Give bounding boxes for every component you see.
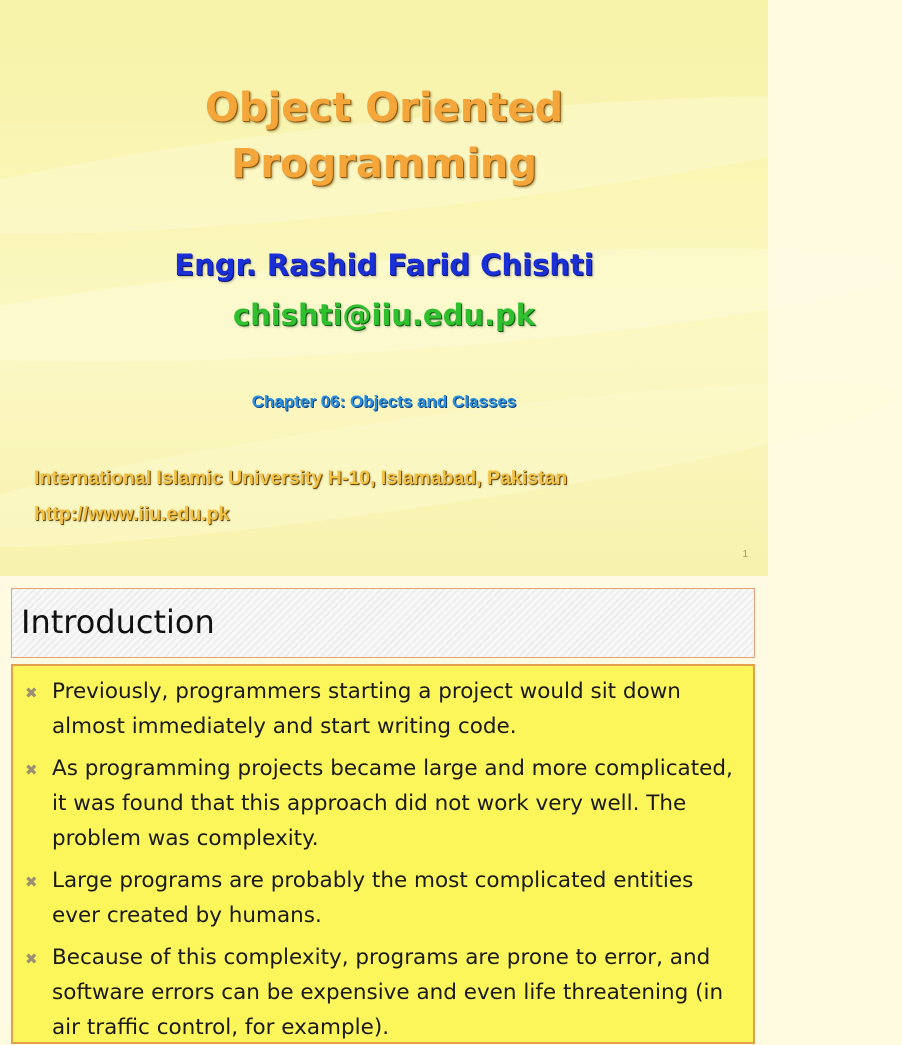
chapter-title: Chapter 06: Objects and Classes — [251, 392, 517, 411]
background-swoosh — [0, 351, 901, 579]
heading-box — [11, 588, 755, 658]
list-item — [25, 751, 735, 856]
title-slide — [0, 0, 768, 576]
list-item — [25, 863, 735, 933]
slide-heading: Introduction — [21, 603, 215, 641]
bullet-list — [13, 666, 753, 1045]
university-url: http://www.iiu.edu.pk — [34, 503, 230, 525]
author-email: chishti@iiu.edu.pk — [232, 298, 536, 332]
x-mark-icon: ✖ — [25, 684, 38, 702]
x-mark-icon: ✖ — [25, 873, 38, 891]
list-item — [25, 940, 735, 1045]
list-item-text: Previously, programmers starting a project would sit down almost immediately and start writing code. — [52, 679, 681, 739]
x-mark-icon: ✖ — [25, 950, 38, 968]
x-mark-icon: ✖ — [25, 761, 38, 779]
university-name: International Islamic University H-10, Islamabad, Pakistan — [34, 467, 568, 489]
introduction-slide — [0, 576, 768, 1040]
list-item-text: Large programs are probably the most complicated entities ever created by humans. — [52, 868, 694, 928]
list-item-text: As programming projects became large and more complicated, it was found that this approach did not work very well. The problem was complexity. — [52, 756, 733, 851]
author-name: Engr. Rashid Farid Chishti — [174, 248, 594, 282]
content-box — [11, 664, 755, 1044]
title-line-2: Programming — [230, 141, 538, 187]
slide-number: 1 — [742, 549, 748, 560]
slide-title — [0, 80, 768, 192]
list-item — [25, 674, 735, 744]
title-line-1: Object Oriented — [204, 85, 564, 131]
list-item-text: Because of this complexity, programs are prone to error, and software errors can be expensive and even life threatening (in air traffic control, for example). — [52, 945, 724, 1040]
